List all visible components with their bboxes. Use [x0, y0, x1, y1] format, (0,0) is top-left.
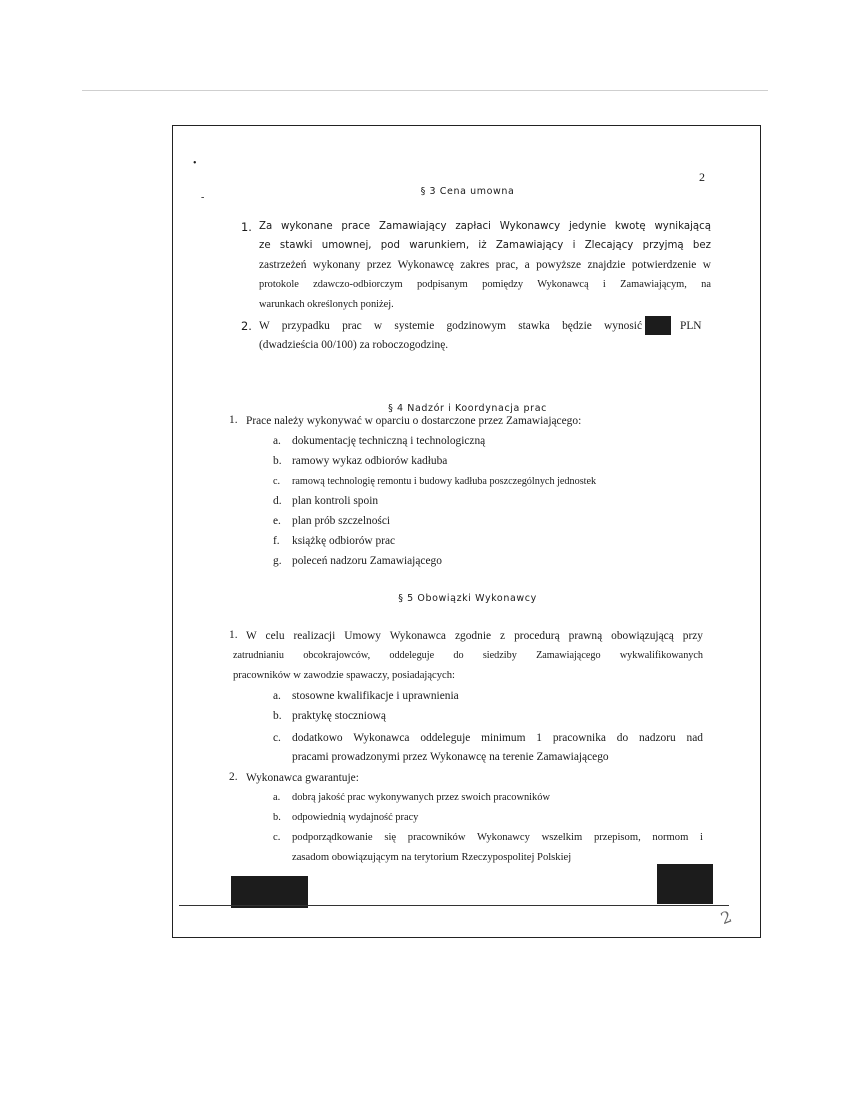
s4-item-letter: a. — [273, 435, 281, 447]
s3-p1-line3: zastrzeżeń wykonany przez Wykonawcę zakres prac, a powyższe znajdzie potwierdzenie w — [259, 259, 711, 271]
s3-p1-number: 1. — [241, 220, 252, 234]
section-3-heading: § 3 Cena umowna — [420, 186, 515, 197]
s4-item-text: książkę odbiorów prac — [292, 535, 396, 547]
s3-p2-line1: W przypadku prac w systemie godzinowym stawka będzie wynosić — [259, 320, 642, 332]
section-4-heading: § 4 Nadzór i Koordynacja prac — [388, 403, 547, 414]
s5-p1-number: 1. — [229, 629, 238, 641]
s5-p2-item-letter: c. — [273, 832, 281, 843]
s4-p1-number: 1. — [229, 414, 238, 426]
s5-p1-item-letter: b. — [273, 710, 282, 722]
s5-p2-number: 2. — [229, 771, 238, 783]
s5-p2-line1: Wykonawca gwarantuje: — [246, 772, 359, 784]
s4-item-letter: f. — [273, 535, 280, 547]
s3-p2-number: 2. — [241, 319, 252, 333]
page-number: 2 — [699, 170, 705, 184]
section-5-heading: § 5 Obowiązki Wykonawcy — [398, 593, 537, 604]
s4-item-text: ramową technologię remontu i budowy kadłuba poszczególnych jednostek — [292, 476, 597, 487]
s4-item-text: plan kontroli spoin — [292, 495, 379, 507]
s5-p1-line2: zatrudnianiu obcokrajowców, oddeleguje do siedziby Zamawiającego wykwalifikowanych — [233, 650, 703, 661]
s4-item-letter: g. — [273, 555, 282, 567]
s4-item-text: ramowy wykaz odbiorów kadłuba — [292, 455, 448, 467]
s5-p1-item-text-cont: pracami prowadzonymi przez Wykonawcę na terenie Zamawiającego — [292, 751, 609, 763]
s5-p1-item-text: praktykę stoczniową — [292, 710, 386, 722]
s4-item-text: plan prób szczelności — [292, 515, 391, 527]
s5-p2-item-text: podporządkowanie się pracowników Wykonawcy wszelkim przepisom, normom i — [292, 832, 703, 843]
s5-p1-item-text: dodatkowo Wykonawca oddeleguje minimum 1 pracownika do nadzoru nad — [292, 732, 703, 744]
speck-mark: - — [201, 192, 205, 203]
s5-p2-item-letter: b. — [273, 812, 281, 823]
s4-item-letter: c. — [273, 476, 281, 487]
s5-p1-item-letter: a. — [273, 690, 281, 702]
s4-item-letter: e. — [273, 515, 281, 527]
redaction-block — [645, 316, 671, 335]
top-divider — [82, 90, 768, 91]
s5-p1-item-text: stosowne kwalifikacje i uprawnienia — [292, 690, 459, 702]
s4-p1-line1: Prace należy wykonywać w oparciu o dostarczone przez Zamawiającego: — [246, 415, 582, 427]
s5-p2-item-text: odpowiednią wydajność pracy — [292, 812, 419, 823]
signature-redaction-right — [657, 864, 713, 904]
s3-p1-line4: protokole zdawczo-odbiorczym podpisanym pomiędzy Wykonawcą i Zamawiającym, na — [259, 279, 711, 290]
s5-p2-item-text-cont: zasadom obowiązującym na terytorium Rzeczypospolitej Polskiej — [292, 852, 572, 863]
s5-p1-line1: W celu realizacji Umowy Wykonawca zgodnie z procedurą prawną obowiązującą przy — [246, 630, 703, 642]
s3-p1-line2: ze stawki umownej, pod warunkiem, iż Zamawiający i Zlecający przyjmą bez — [259, 240, 711, 251]
s5-p2-item-text: dobrą jakość prac wykonywanych przez swoich pracowników — [292, 792, 550, 803]
s5-p1-line3: pracowników w zawodzie spawaczy, posiadających: — [233, 670, 455, 681]
speck-mark: • — [193, 158, 197, 169]
signature-line — [179, 905, 729, 906]
s3-p1-line1: Za wykonane prace Zamawiający zapłaci Wykonawcy jedynie kwotę wynikającą — [259, 221, 711, 232]
s5-p1-item-letter: c. — [273, 732, 281, 744]
s4-item-letter: d. — [273, 495, 282, 507]
s4-item-letter: b. — [273, 455, 282, 467]
s4-item-text: poleceń nadzoru Zamawiającego — [292, 555, 442, 567]
s3-p2-pln: PLN — [680, 320, 702, 332]
s4-item-text: dokumentację techniczną i technologiczną — [292, 435, 486, 447]
s3-p2-line2: (dwadzieścia 00/100) za roboczogodzinę. — [259, 339, 449, 351]
s3-p1-line5: warunkach określonych poniżej. — [259, 299, 394, 310]
signature-redaction-left — [231, 876, 308, 908]
s5-p2-item-letter: a. — [273, 792, 281, 803]
scanned-page — [172, 125, 761, 938]
handwritten-page-mark: 2 — [718, 906, 735, 929]
